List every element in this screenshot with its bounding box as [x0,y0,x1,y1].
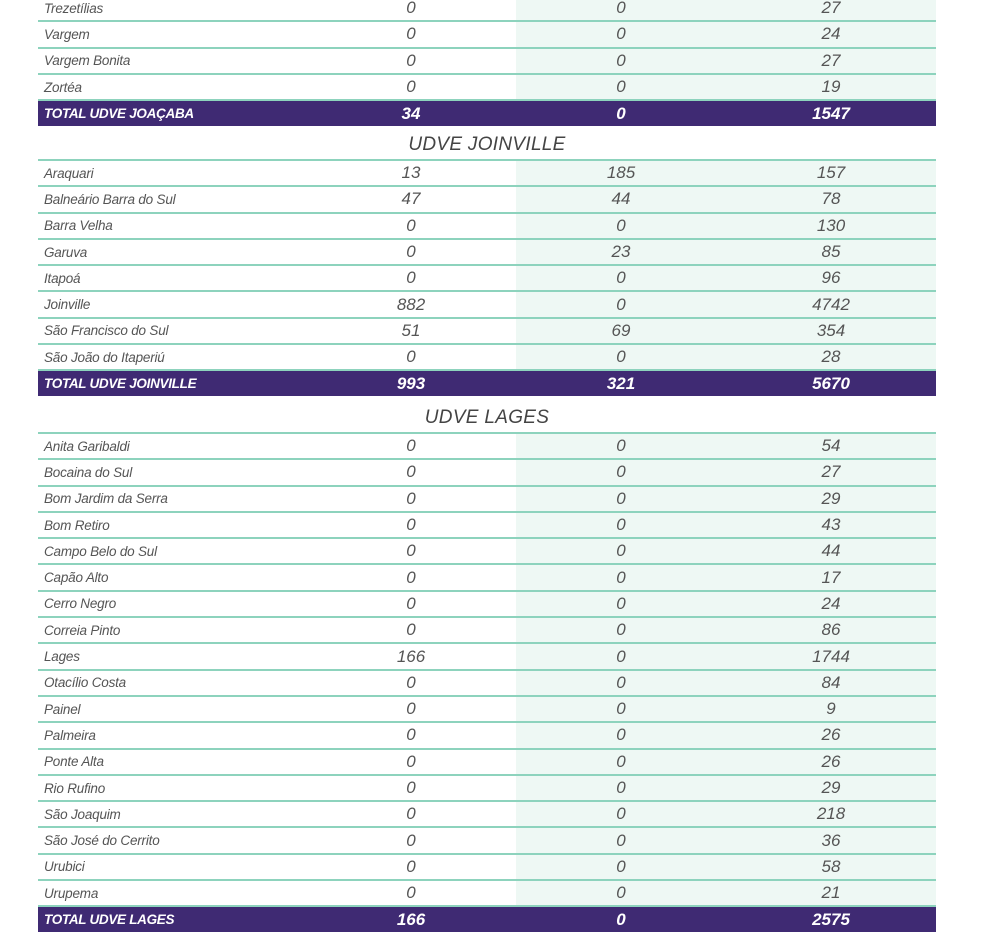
value-col-1: 0 [406,778,416,797]
value-col-2: 0 [516,292,726,316]
table-row [38,319,936,345]
municipality-name: Rio Rufino [44,780,106,796]
table-row [38,513,936,539]
value-col-2: 0 [516,345,726,369]
value-col-3: 21 [726,881,936,905]
value-col-1: 0 [406,488,416,508]
value-col-1: 0 [406,242,416,262]
value-col-2: 0 [516,697,726,721]
municipality-name: Itapoá [44,270,81,286]
value-col-2: 0 [516,22,726,46]
table-row [38,292,936,318]
municipality-name: São José do Cerrito [44,833,160,849]
municipality-name: Barra Velha [44,218,113,234]
table-row [38,618,936,644]
table-row [38,434,936,460]
value-col-3: 96 [726,266,936,290]
value-col-2: 44 [516,187,726,211]
value-col-2: 0 [516,776,726,800]
value-col-1: 166 [396,646,426,666]
section-title-joinville: UDVE JOINVILLE [38,131,936,161]
total-col-2: 321 [606,373,636,393]
table-row [38,0,936,22]
municipality-name: Vargem Bonita [44,53,131,69]
value-col-3: 24 [726,592,936,616]
table-row [38,345,936,371]
table-udve-lages [38,434,936,932]
value-col-2: 0 [516,460,726,484]
value-col-1: 0 [406,215,416,235]
value-col-3: 84 [726,671,936,695]
value-col-2: 0 [516,828,726,852]
municipality-name: Palmeira [44,727,96,743]
value-col-2: 0 [516,539,726,563]
municipality-name: Capão Alto [44,570,109,586]
value-col-3: 44 [726,539,936,563]
value-col-1: 0 [406,567,416,587]
table-row [38,22,936,48]
value-col-2: 0 [516,513,726,537]
value-col-3: 27 [726,460,936,484]
value-col-2: 0 [516,75,726,99]
table-udve-joinville [38,161,936,396]
value-col-1: 51 [401,320,421,340]
value-col-3: 26 [726,750,936,774]
value-col-2: 0 [516,855,726,879]
total-col-2: 0 [616,909,626,929]
municipality-name: Balneário Barra do Sul [44,191,176,207]
table-row [38,644,936,670]
municipality-name: Joinville [44,297,91,313]
value-col-1: 0 [406,830,416,850]
value-col-2: 0 [516,618,726,642]
value-col-2: 0 [516,0,726,20]
value-col-1: 0 [406,50,416,70]
table-row [38,671,936,697]
municipality-name: São João do Itaperiú [44,349,165,365]
value-col-3: 27 [726,0,936,20]
value-col-3: 24 [726,22,936,46]
municipality-name: Bocaina do Sul [44,464,133,480]
value-col-2: 0 [516,723,726,747]
value-col-1: 0 [406,515,416,535]
table-row [38,565,936,591]
municipality-name: Painel [44,701,81,717]
municipality-name: Urupema [44,885,99,901]
municipality-name: Ponte Alta [44,754,104,770]
table-row [38,487,936,513]
value-col-1: 0 [406,462,416,482]
value-col-1: 0 [406,347,416,367]
municipality-name: Urubici [44,859,85,875]
value-col-3: 29 [726,487,936,511]
value-col-3: 130 [726,214,936,238]
value-col-2: 0 [516,671,726,695]
value-col-3: 17 [726,565,936,589]
value-col-3: 28 [726,345,936,369]
value-col-1: 0 [406,0,416,18]
value-col-3: 86 [726,618,936,642]
value-col-2: 0 [516,434,726,458]
table-row [38,214,936,240]
value-col-2: 0 [516,487,726,511]
value-col-3: 157 [726,161,936,185]
total-label: TOTAL UDVE LAGES [44,912,175,928]
value-col-1: 0 [406,856,416,876]
total-col-3: 5670 [812,373,850,393]
total-row [38,371,936,396]
value-col-1: 0 [406,672,416,692]
municipality-name: Otacílio Costa [44,675,126,691]
total-col-3: 2575 [812,909,850,929]
value-col-3: 1744 [726,644,936,668]
value-col-3: 36 [726,828,936,852]
value-col-2: 23 [516,240,726,264]
value-col-1: 0 [406,620,416,640]
value-col-1: 47 [401,189,421,209]
value-col-1: 0 [406,751,416,771]
municipality-name: Vargem [44,26,90,42]
value-col-1: 0 [406,883,416,903]
total-label: TOTAL UDVE JOINVILLE [44,376,197,392]
value-col-3: 78 [726,187,936,211]
municipality-name: São Joaquim [44,806,121,822]
value-col-3: 354 [726,319,936,343]
value-col-3: 58 [726,855,936,879]
value-col-3: 19 [726,75,936,99]
value-col-1: 0 [406,593,416,613]
table-row [38,802,936,828]
table-row [38,240,936,266]
total-col-1: 166 [396,909,426,929]
total-row [38,101,936,126]
total-col-1: 34 [401,103,421,123]
municipality-name: Bom Jardim da Serra [44,491,168,507]
table-row [38,460,936,486]
value-col-1: 882 [396,294,426,314]
table-row [38,592,936,618]
value-col-1: 0 [406,77,416,97]
municipality-name: Bom Retiro [44,517,110,533]
total-col-3: 1547 [812,103,850,123]
table-row [38,828,936,854]
table-row [38,723,936,749]
value-col-2: 0 [516,881,726,905]
value-col-1: 13 [401,163,421,183]
value-col-2: 0 [516,565,726,589]
table-row [38,539,936,565]
value-col-3: 27 [726,49,936,73]
municipality-name: Garuva [44,244,88,260]
value-col-1: 0 [406,24,416,44]
value-col-3: 85 [726,240,936,264]
value-col-3: 218 [726,802,936,826]
municipality-name: Cerro Negro [44,596,117,612]
total-col-2: 0 [616,103,626,123]
municipality-name: São Francisco do Sul [44,323,169,339]
value-col-2: 0 [516,802,726,826]
value-col-1: 0 [406,541,416,561]
table-udve-joacaba [38,0,936,126]
table-row [38,49,936,75]
municipality-name: Campo Belo do Sul [44,543,157,559]
table-row [38,776,936,802]
municipality-name: Zortéa [44,79,82,95]
table-row [38,881,936,907]
municipality-name: Anita Garibaldi [44,438,130,454]
value-col-2: 185 [516,161,726,185]
table-row [38,750,936,776]
value-col-3: 9 [726,697,936,721]
table-row [38,187,936,213]
value-col-3: 29 [726,776,936,800]
value-col-2: 0 [516,592,726,616]
total-row [38,907,936,932]
value-col-2: 0 [516,750,726,774]
value-col-2: 0 [516,644,726,668]
value-col-2: 0 [516,266,726,290]
total-col-1: 993 [396,373,426,393]
value-col-1: 0 [406,436,416,456]
table-row [38,161,936,187]
value-col-3: 26 [726,723,936,747]
value-col-1: 0 [406,699,416,719]
value-col-2: 0 [516,214,726,238]
table-row [38,697,936,723]
value-col-2: 69 [516,319,726,343]
value-col-1: 0 [406,725,416,745]
value-col-1: 0 [406,804,416,824]
section-title-lages: UDVE LAGES [38,404,936,434]
value-col-3: 4742 [726,292,936,316]
municipality-name: Correia Pinto [44,622,121,638]
table-row [38,266,936,292]
table-row [38,75,936,101]
value-col-1: 0 [406,268,416,288]
value-col-3: 43 [726,513,936,537]
value-col-3: 54 [726,434,936,458]
municipality-name: Trezetílias [44,0,104,16]
total-label: TOTAL UDVE JOAÇABA [44,106,194,122]
value-col-2: 0 [516,49,726,73]
table-row [38,855,936,881]
municipality-name: Araquari [44,165,94,181]
municipality-name: Lages [44,649,80,665]
